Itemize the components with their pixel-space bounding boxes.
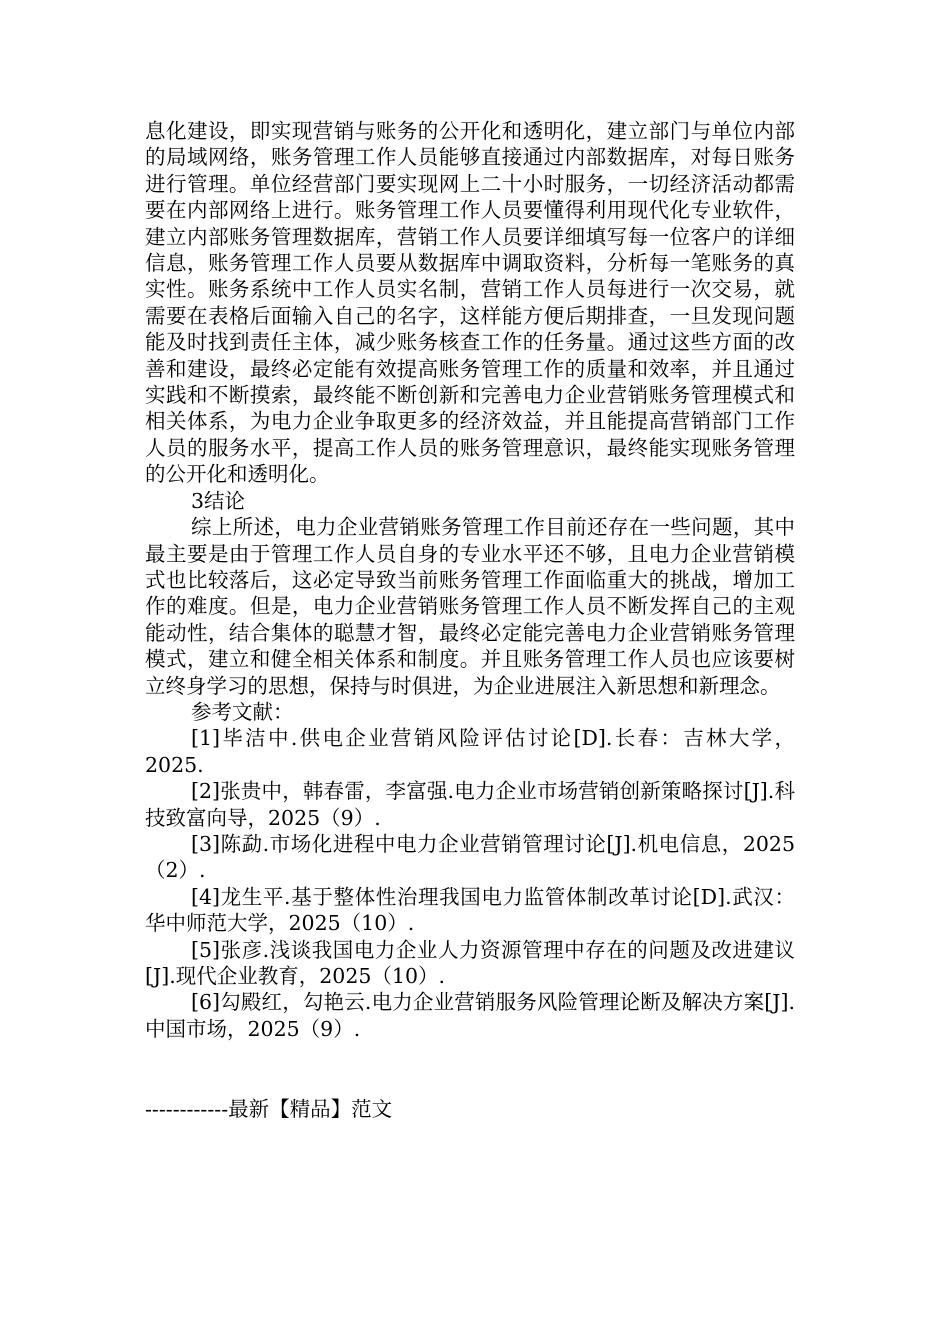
- references-heading: 参考文献：: [191, 699, 294, 724]
- document-page: [145, 118, 795, 1042]
- conclusion-paragraph: 综上所述，电力企业营销账务管理工作目前还存在一些问题，其中最主要是由于管理工作人员自身的专业水平还不够，且电力企业营销模式也比较落后，这必定导致当前账务管理工作面临重大的挑战，增加工作的难度。但是，电力企业营销账务管理工作人员不断发挥自己的主观能动性，结合集体的聪慧才智，最终必定能完善电力企业营销账务管理模式，建立和健全相关体系和制度。并且账务管理工作人员也应该要树立终身学习的思想，保持与时俱进，为企业进展注入新思想和新理念。: [145, 515, 795, 698]
- reference-item-1: [1]毕洁中.供电企业营销风险评估讨论[D].长春：吉林大学，2025.: [145, 726, 795, 777]
- reference-item-6: [6]勾殿红，勾艳云.电力企业营销服务风险管理论断及解决方案[J].中国市场，2025（9）.: [145, 990, 795, 1041]
- reference-item-4: [4]龙生平.基于整体性治理我国电力监管体制改革讨论[D].武汉：华中师范大学，2025（10）.: [145, 884, 795, 936]
- reference-item-3: [3]陈勐.市场化进程中电力企业营销管理讨论[J].机电信息，2025（2）.: [145, 831, 795, 883]
- body-paragraph-continued: 息化建设，即实现营销与账务的公开化和透明化，建立部门与单位内部的局域网络，账务管理工作人员能够直接通过内部数据库，对每日账务进行管理。单位经营部门要实现网上二十小时服务，一切经济活动都需要在内部网络上进行。账务管理工作人员要懂得利用现代化专业软件，建立内部账务管理数据库，营销工作人员要详细填写每一位客户的详细信息，账务管理工作人员要从数据库中调取资料，分析每一笔账务的真实性。账务系统中工作人员实名制，营销工作人员每进行一次交易，就需要在表格后面输入自己的名字，这样能方便后期排查，一旦发现问题能及时找到责任主体，减少账务核查工作的任务量。通过这些方面的改善和建设，最终必定能有效提高账务管理工作的质量和效率，并且通过实践和不断摸索，最终能不断创新和完善电力企业营销账务管理模式和相关体系，为电力企业争取更多的经济效益，并且能提高营销部门工作人员的服务水平，提高工作人员的账务管理意识，最终能实现账务管理的公开化和透明化。: [145, 119, 795, 487]
- reference-item-5: [5]张彦.浅谈我国电力企业人力资源管理中存在的问题及改进建议[J].现代企业教育，2025（10）.: [145, 937, 795, 988]
- references-list: [145, 725, 795, 1042]
- reference-item-2: [2]张贵中，韩春雷，李富强.电力企业市场营销创新策略探讨[J].科技致富向导，2025（9）.: [145, 779, 795, 830]
- section-heading-conclusion: 3结论: [191, 488, 246, 513]
- footer-tagline: ------------最新【精品】范文: [145, 1097, 393, 1121]
